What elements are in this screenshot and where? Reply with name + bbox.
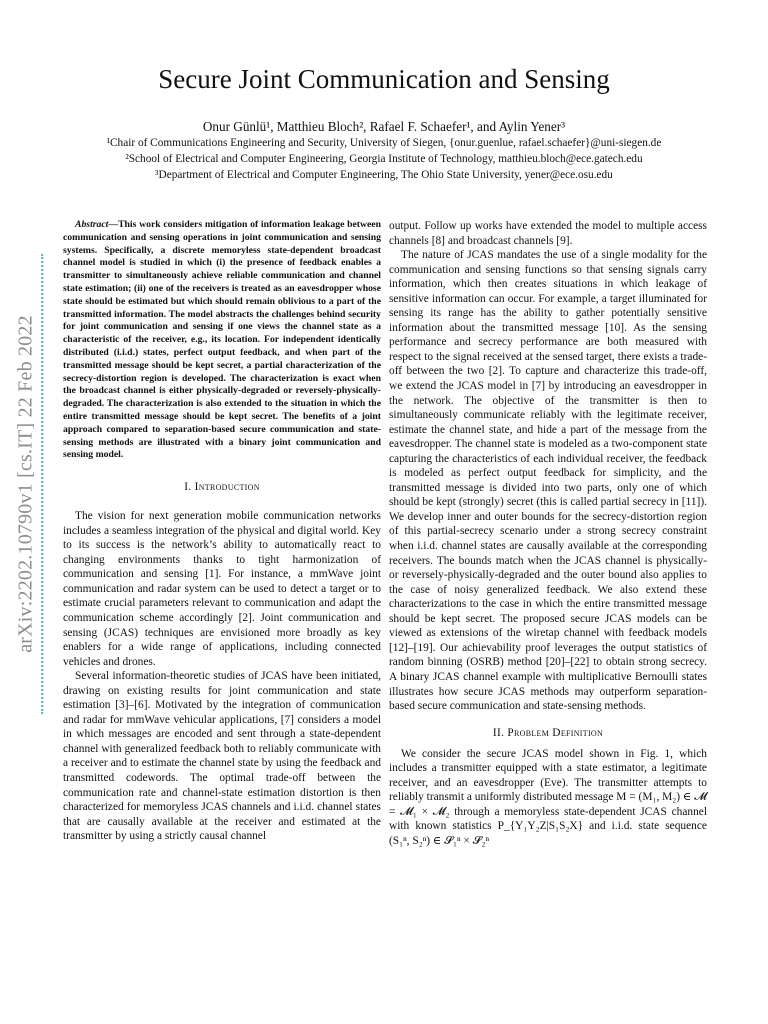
right-column (389, 219, 707, 848)
affiliation-3: ³Department of Electrical and Computer Engineering, The Ohio State University, yener@ece.osu.edu (155, 169, 613, 181)
affiliation-1: ¹Chair of Communications Engineering and Security, University of Siegen, {onur.guenlue, rafael.schaefer}@uni-siegen.de (106, 137, 662, 149)
affiliation-2: ²School of Electrical and Computer Engineering, Georgia Institute of Technology, matthieu.bloch@ece.gatech.edu (125, 153, 643, 165)
section-heading-problem-definition: II. Problem Definition (492, 726, 604, 739)
arxiv-id[interactable]: arXiv:2202.10790v1 [cs.IT] 22 Feb 2022 (14, 315, 37, 653)
arxiv-stamp[interactable] (11, 254, 43, 714)
paragraph-intro-1: The vision for next generation mobile communication networks includes a seamless integration of the physical and digital world. Key to its success is the network’s ability to automatically react to changing environments thanks to tight harmonization of communication and sensing [1]. For instance, a mmWave joint communication and radar system can be used to detect a target or to estimate crucial parameters relevant to communication and adapt the communication scheme accordingly [2]. Joint communication and sensing (JCAS) techniques are envisioned more broadly as key enablers for a wide range of applications, including connected vehicles and drones. (63, 510, 381, 668)
paragraph-intro-3: output. Follow up works have extended the model to multiple access channels [8] and broadcast channels [9]. (389, 220, 707, 247)
section-heading-introduction: I. Introduction (184, 481, 260, 494)
abstract-label: Abstract (75, 219, 109, 230)
author-list: Onur Günlü¹, Matthieu Bloch², Rafael F. Schaefer¹, and Aylin Yener³ (202, 119, 566, 134)
page-title: Secure Joint Communication and Sensing (158, 64, 610, 94)
abstract-text: —This work considers mitigation of information leakage between communication and sensing operations in joint communication and sensing systems. Specifically, a discrete memoryless state-dependent broadcast channel model is studied in which (i) the presence of feedback enables a transmitter to simultaneously achieve reliable communication and channel state estimation; (ii) one of the receivers is treated as an eavesdropper whose state should be estimated but which should remain oblivious to a part of the transmitted information. The model abstracts the challenges behind security for joint communication and sensing if one views the channel state as a characteristic of the receiver, e.g., its location. For independent identically distributed (i.i.d.) states, perfect output feedback, and when part of the transmitted message should be kept secret, a partial characterization of the secrecy-distortion region is developed. The characterization is exact when the broadcast channel is either physically-degraded or reversely-physically-degraded. The characterization is also extended to the situation in which the entire transmitted message should be kept secret. The benefits of a joint approach compared to separation-based secure communication and state-sensing methods are illustrated with a binary joint communication and sensing model. (63, 219, 381, 461)
left-column (63, 219, 381, 844)
paragraph-intro-2: Several information-theoretic studies of JCAS have been initiated, drawing on existing results for joint communication and state estimation [3]–[6]. Motivated by the integration of communication and radar for mmWave vehicular applications, [7] considers a model in which messages are encoded and sent through a state-dependent channel with generalized feedback both to reliably communicate with a receiver and to estimate the channel state by using the feedback and transmitted codewords. The optimal trade-off between the communication rate and channel-state estimation distortion is then characterized for memoryless JCAS channels and i.i.d. channel states that are causally available at the receiver and estimated at the transmitter by using a strictly causal channel (63, 670, 381, 843)
paragraph-problem-1: We consider the secure JCAS model shown in Fig. 1, which includes a transmitter equipped with a state estimator, a legitimate receiver, and an eavesdropper (Eve). The transmitter attempts to reliably transmit a uniformly distributed message M = (M₁, M₂) ∈ 𝓜 = 𝓜₁ × 𝓜₂ through a memoryless state-dependent JCAS channel with known statistics P_{Y₁Y₂Z|S₁S₂X} and i.i.d. state sequence (S₁ⁿ, S₂ⁿ) ∈ 𝓢₁ⁿ × 𝓢₂ⁿ (389, 747, 707, 847)
paragraph-intro-4: The nature of JCAS mandates the use of a single modality for the communication and sensing functions so that sensing signals carry information, which then creates situations in which leakage of sensitive information can occur. For example, a target illuminated for sensing its range has the ability to gather potentially sensitive information about the transmitted message [10]. As the sensing performance and secrecy performance are both measured with respect to the signal received at the sensed target, there exists a trade-off between the two [2]. To capture and characterize this trade-off, we extend the JCAS model in [7] by introducing an eavesdropper in the network. The objective of the transmitter is then to simultaneously communicate reliably with the legitimate receiver, estimate the channel state, and hide a part of the message from the eavesdropper. The channel state is modeled as a two-component state capturing the characteristics of each individual receiver, the feedback is modeled as perfect output feedback for simplicity, and the transmitted message is divided into two parts, only one of which should be kept (strongly) secret (this is called partial secrecy in [11]). We develop inner and outer bounds for the secrecy-distortion region of this partial-secrecy scenario under a strong secrecy constraint when i.i.d. channel states are causally available at the corresponding receivers. The bounds match when the JCAS channel is physically- or reversely-physically-degraded and the outer bound also applies to the case of noisy generalized feedback. We also extend these characterizations to the case in which the entire transmitted message should be kept secret. The proposed secure JCAS models can be viewed as extensions of the wiretap channel with feedback models [12]–[19]. Our achievability proof leverages the output statistics of random binning (OSRB) method [20]–[22] to obtain strong secrecy. A binary JCAS channel example with multiplicative Bernoulli states illustrates how secure JCAS methods may outperform separation-based secure communication and state-sensing methods. (389, 249, 707, 713)
abstract (63, 219, 381, 462)
